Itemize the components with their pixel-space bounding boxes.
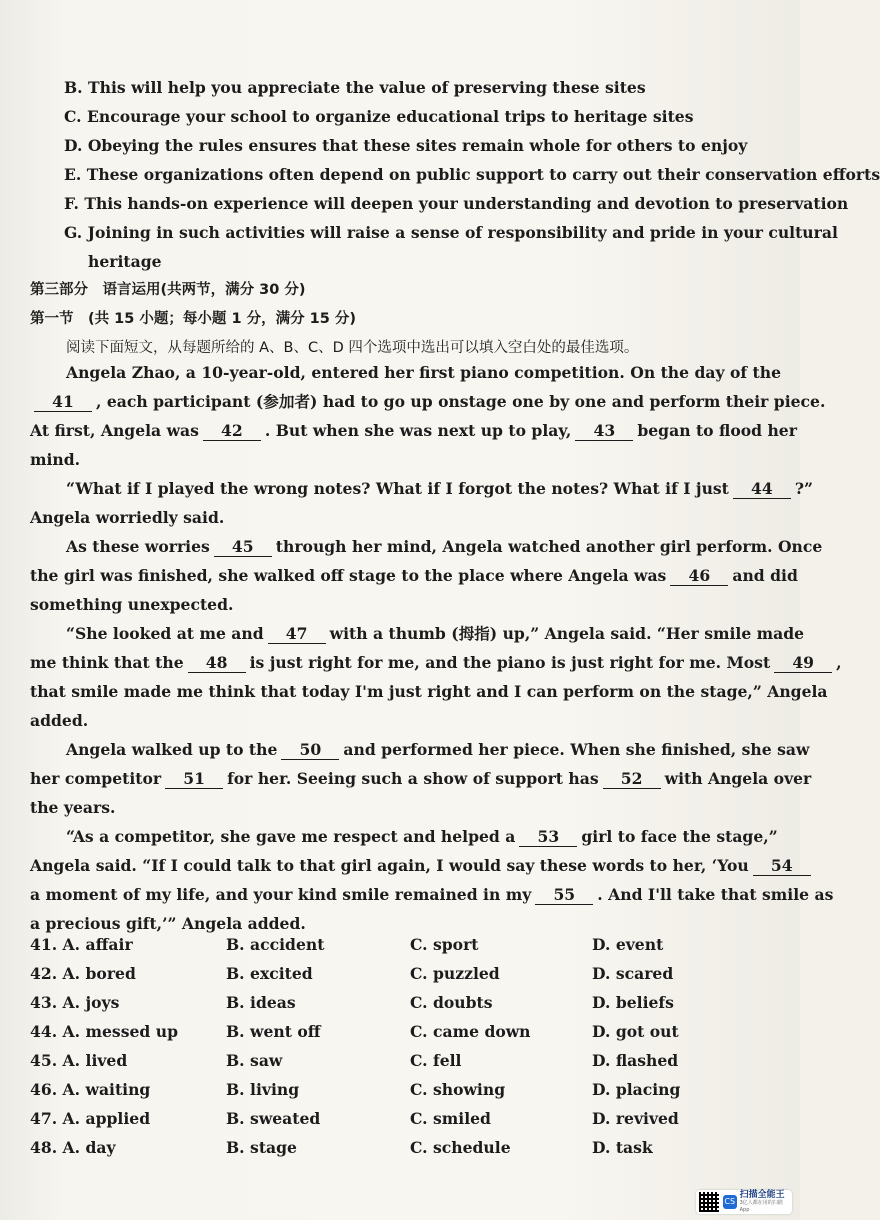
badge-subtitle: 3亿人都在用的扫描App xyxy=(739,1200,783,1213)
choice-a: 47. A. applied xyxy=(30,1109,151,1128)
passage-line xyxy=(30,706,768,735)
passage-line xyxy=(30,503,768,532)
blank-52: 52 xyxy=(603,770,661,789)
passage-line xyxy=(30,880,834,909)
camscanner-logo-icon: CS xyxy=(723,1195,737,1209)
blank-41: 41 xyxy=(34,393,92,412)
text: something unexpected. xyxy=(30,595,234,614)
blank-50: 50 xyxy=(281,741,339,760)
text: a moment of my life, and your kind smile remained in my xyxy=(30,885,532,904)
passage-line xyxy=(30,764,812,793)
passage-line xyxy=(30,735,810,764)
answer-choices xyxy=(30,930,768,1162)
text: girl to face the stage,” xyxy=(581,827,778,846)
blank-54: 54 xyxy=(753,857,811,876)
text: a precious gift,’” Angela added. xyxy=(30,914,306,933)
blank-55: 55 xyxy=(535,886,593,905)
section-three xyxy=(30,276,768,363)
blank-44: 44 xyxy=(733,480,791,499)
text: added. xyxy=(30,711,89,730)
option-g-continued: heritage xyxy=(88,252,162,271)
choice-b: B. ideas xyxy=(226,993,296,1012)
passage-line xyxy=(30,619,805,648)
text: and did xyxy=(732,566,798,585)
choice-b: B. living xyxy=(226,1080,300,1099)
text: the years. xyxy=(30,798,116,817)
choice-a: 41. A. affair xyxy=(30,935,133,954)
passage-line xyxy=(30,474,813,503)
blank-51: 51 xyxy=(165,770,223,789)
reading-options xyxy=(30,73,880,276)
choice-a: 44. A. messed up xyxy=(30,1022,178,1041)
answer-row-43 xyxy=(30,988,768,1017)
choice-a: 46. A. waiting xyxy=(30,1080,151,1099)
answer-row-46 xyxy=(30,1075,768,1104)
blank-46: 46 xyxy=(670,567,728,586)
choice-a: 43. A. joys xyxy=(30,993,120,1012)
text: mind. xyxy=(30,450,81,469)
choice-a: 48. A. day xyxy=(30,1138,116,1157)
choice-c: C. puzzled xyxy=(410,964,500,983)
passage-line xyxy=(30,851,793,880)
choice-b: B. sweated xyxy=(226,1109,321,1128)
answer-row-44 xyxy=(30,1017,768,1046)
subsection-heading: 第一节 (共 15 小题；每小题 1 分，满分 15 分) xyxy=(30,311,356,327)
text: with Angela over xyxy=(664,769,812,788)
text: the girl was finished, she walked off stage to the place where Angela was xyxy=(30,566,667,585)
text: for her. Seeing such a show of support has xyxy=(227,769,599,788)
passage-line xyxy=(30,387,826,416)
choice-d: D. placing xyxy=(592,1080,681,1099)
passage-line xyxy=(30,416,797,445)
blank-43: 43 xyxy=(575,422,633,441)
badge-text xyxy=(740,1190,792,1214)
text: Angela Zhao, a 10-year-old, entered her first piano competition. On the day of the xyxy=(66,363,781,382)
choice-a: 45. A. lived xyxy=(30,1051,128,1070)
choice-c: C. sport xyxy=(410,935,479,954)
answer-row-45 xyxy=(30,1046,768,1075)
choice-c: C. smiled xyxy=(410,1109,491,1128)
text: . And I'll take that smile as xyxy=(597,885,834,904)
section-heading: 第三部分 语言运用(共两节，满分 30 分) xyxy=(30,282,306,298)
choice-b: B. went off xyxy=(226,1022,321,1041)
text: is just right for me, and the piano is just right for me. Most xyxy=(249,653,771,672)
badge-title: 扫描全能王 xyxy=(739,1190,785,1200)
option-d: D. Obeying the rules ensures that these sites remain whole for others to enjoy xyxy=(64,136,748,155)
choice-a: 42. A. bored xyxy=(30,964,136,983)
passage xyxy=(30,358,842,938)
text: , each participant (参加者) had to go up onstage one by one and perform their piece. xyxy=(96,392,826,411)
choice-d: D. scared xyxy=(592,964,674,983)
blank-53: 53 xyxy=(519,828,577,847)
option-b: B. This will help you appreciate the value of preserving these sites xyxy=(64,78,646,97)
text: with a thumb (拇指) up,” Angela said. “Her smile made xyxy=(329,624,805,643)
passage-line xyxy=(30,793,768,822)
qr-code-icon xyxy=(699,1192,719,1212)
choice-b: B. stage xyxy=(226,1138,297,1157)
passage-line xyxy=(30,561,798,590)
choice-b: B. saw xyxy=(226,1051,283,1070)
text: ?” xyxy=(794,479,813,498)
scanner-watermark-badge xyxy=(696,1190,792,1214)
choice-d: D. task xyxy=(592,1138,653,1157)
choice-b: B. accident xyxy=(226,935,325,954)
choice-d: D. revived xyxy=(592,1109,679,1128)
passage-line xyxy=(30,590,768,619)
passage-line xyxy=(30,358,781,387)
choice-c: C. came down xyxy=(410,1022,531,1041)
choice-d: D. event xyxy=(592,935,664,954)
choice-d: D. beliefs xyxy=(592,993,674,1012)
text: that smile made me think that today I'm just right and I can perform on the stage,” Angela xyxy=(30,682,828,701)
text: began to flood her xyxy=(637,421,797,440)
blank-45: 45 xyxy=(214,538,272,557)
option-f: F. This hands-on experience will deepen your understanding and devotion to preservation xyxy=(64,194,849,213)
text: As these worries xyxy=(66,537,210,556)
text: . But when she was next up to play, xyxy=(264,421,572,440)
blank-42: 42 xyxy=(203,422,261,441)
choice-c: C. showing xyxy=(410,1080,506,1099)
choice-c: C. schedule xyxy=(410,1138,511,1157)
option-c: C. Encourage your school to organize educational trips to heritage sites xyxy=(64,107,694,126)
text: her competitor xyxy=(30,769,162,788)
choice-c: C. fell xyxy=(410,1051,462,1070)
answer-row-42 xyxy=(30,959,768,988)
text: through her mind, Angela watched another girl perform. Once xyxy=(275,537,823,556)
blank-47: 47 xyxy=(268,625,326,644)
blank-49: 49 xyxy=(774,654,832,673)
text: Angela said. “If I could talk to that girl again, I would say these words to her, ‘You xyxy=(30,856,749,875)
text: Angela walked up to the xyxy=(66,740,278,759)
text: At first, Angela was xyxy=(30,421,199,440)
instruction: 阅读下面短文，从每题所给的 A、B、C、D 四个选项中选出可以填入空白处的最佳选项。 xyxy=(66,340,639,356)
passage-line xyxy=(30,445,768,474)
choice-b: B. excited xyxy=(226,964,313,983)
option-e: E. These organizations often depend on public support to carry out their conservation efforts xyxy=(64,165,880,184)
passage-line xyxy=(30,648,842,677)
choice-c: C. doubts xyxy=(410,993,493,1012)
passage-line xyxy=(30,677,828,706)
choice-d: D. got out xyxy=(592,1022,679,1041)
text: me think that the xyxy=(30,653,184,672)
text: “As a competitor, she gave me respect and helped a xyxy=(66,827,516,846)
option-g: G. Joining in such activities will raise a sense of responsibility and pride in your cultural xyxy=(64,223,838,242)
passage-line xyxy=(30,822,778,851)
text: “She looked at me and xyxy=(66,624,264,643)
answer-row-41 xyxy=(30,930,768,959)
text: “What if I played the wrong notes? What if I forgot the notes? What if I just xyxy=(66,479,729,498)
answer-row-47 xyxy=(30,1104,768,1133)
choice-d: D. flashed xyxy=(592,1051,679,1070)
text: and performed her piece. When she finished, she saw xyxy=(343,740,810,759)
text: Angela worriedly said. xyxy=(30,508,225,527)
text: , xyxy=(836,653,842,672)
passage-line xyxy=(30,532,823,561)
answer-row-48 xyxy=(30,1133,768,1162)
blank-48: 48 xyxy=(188,654,246,673)
